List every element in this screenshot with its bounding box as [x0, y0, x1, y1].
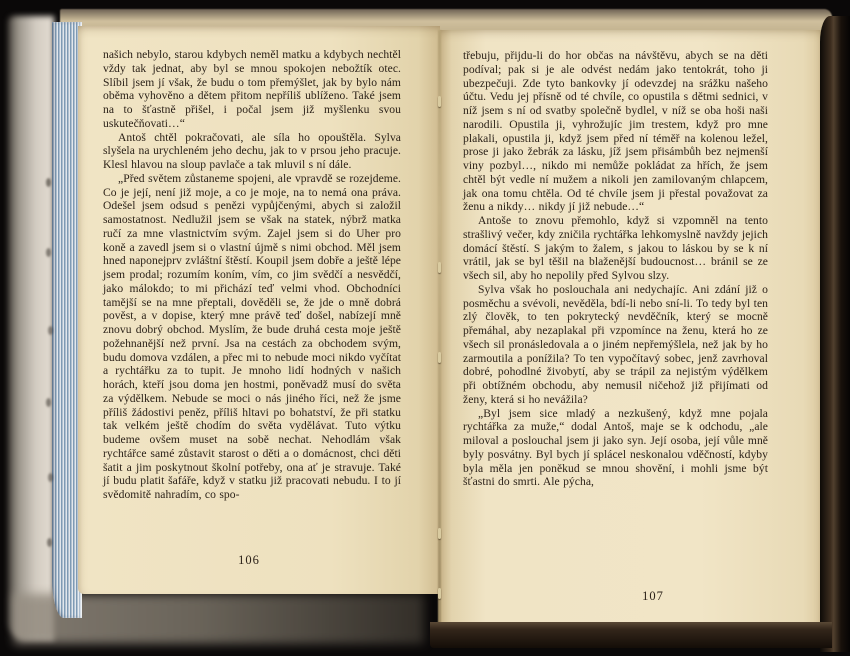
binding-stitch	[438, 528, 441, 539]
paragraph: „Byl jsem sice mladý a nezkušený, když mne pojala rychtářka za muže,“ dodal Antoš, maje se k odchodu, „ale miloval a poslouchal jsem ji jako syn. Její osoba, její vůle mně byly posvátny. Byl bych jí splácel neskonalou vděčností, kdyby byla měla jen poněkud se mnou shovění, i mohli jsme být šťastni do smrti. Ale pýcha,	[463, 406, 768, 489]
bottom-cover-edge	[430, 622, 832, 648]
paragraph: Antoš chtěl pokračovati, ale síla ho opouštěla. Sylva slyšela na urychleném jeho dechu, jak to v prsou jeho pracuje. Klesl hlavou na sloup pavlače a tak mluvil s ní dále.	[103, 130, 401, 171]
paragraph: Sylva však ho poslouchala ani nedychajíc. Ani zdání již o posměchu a svévoli, nevěděla, bdí-li nebo sní-li. To tedy byl ten zlý člověk, to ten pokrytecký nevděčník, který se mocně přemáhal, aby nezaplakal při vzpomínce na ženu, která ho ze všech sil pronásledovala a o jiném nepřemýšlela, než jak by ho zarmoutila a ponížila? To ten vypočítavý sobec, jenž zavrhoval dobré, pohodlné živobytí, aby se trápil za nejistým výdělkem při obtížném obchodu, aby nemusil ničehož již přijímati od ženy, která si ho nevážila?	[463, 282, 768, 406]
left-page-number: 106	[238, 553, 260, 567]
left-page-text	[103, 48, 401, 502]
right-cover-edge	[820, 16, 850, 652]
paragraph: třebuju, přijdu-li do hor občas na návštěvu, abych se na děti podíval; pak si je ale odvést nedám jako tentokrát, toho ji ubezpečuji. Zde tyto bankovky jí odevzdej na srážku našeho účtu. Vedu jej přísně od té chvíle, co opustila s dětmi sednici, v níž jsem s ní od svatby společně bydlel, v níž se oba hoši naši narodili. Opustila ji, vyhrožujíc jim trestem, když pro mne plakali, opustila ji, když jsem před ní téměř na kolenou ležel, prose ji jako žebrák za lásku, jíž jsem přisámbůh bez nejmenší viny pozbyl…, nikdo mi nemůže pokládat za hřích, že jsem chtěl být vedle ní mužem a nikoli jen zamilovaným chlapcem, jak ona tomu chtěla. Od té chvíle jsem ji přestal považovat za ženu a nikdy… nikdy jí již nebude…“	[463, 49, 768, 214]
right-page	[440, 30, 822, 630]
binding-stitch	[438, 96, 441, 107]
paragraph: „Před světem zůstaneme spojeni, ale vpravdě se rozejdeme. Co je její, není již moje, a co je moje, na to nemá ona práva. Odešel jsem odsud s penězi vypůjčenými, abych si založil samostatnost. Nedlužil jsem se však na statek, nýbrž matka ručí za mne vlastnictvím svým. Zajel jsem si do Uher pro koně a zavedl jsem si o vlastní újmě s nimi obchod. Měl jsem hned naponejprv zvláštní štěstí. Koupil jsem dobře a ještě lépe jsem prodal; rozumím koním, vím, co jim svědčí a nesvědčí, jako málokdo; to mi přichází teď velmi vhod. Obchodníci tamější se na mne přeptali, dověděli se, že jde o mně dobrá pověst, a v dopise, který mne právě teď došel, nabízejí mně znovu dobrý obchod. Myslím, že bude druhá cesta moje ještě požehnanější než první. Jsa na cestách za obchodem svým, budu domova vzdálen, a přec mi to nebude moci nikdo vyčítat a rychtářku za to tupit. Je mnoho lidí hodných v našich horách, kteří jsou doma jen hostmi, poněvadž musí do světa za výdělkem. Nebude se moci o nás jiného říci, než že jsme příliš žádostivi peněz, příliš hltavi po bohatství, že při statku tak velkém ještě chodím do světa vydělávat. Tuto výtku budeme ovšem muset na sobě nechat. Nehodlám však rychtářce samé zůstavit starost o děti a o domácnost, chci děti šatit a jim poskytnout školní potřeby, ona ať je stravuje. Také jí budu platit šafáře, když v statku již pracovati nebudu. I to jí svědomitě nahradím, co spo-	[103, 171, 401, 501]
deckle-marks	[46, 178, 51, 187]
right-page-text	[463, 49, 768, 489]
paragraph: Antoše to znovu přemohlo, když si vzpomněl na tento strašlivý večer, kdy zničila rychtářka lehkomyslně navždy jejich domácí štěstí. S jakým to žalem, s jakou to láskou by se k ní vrátil, jak se byl těšil na blaženější budoucnost… bránil se ze všech sil, aby ho nepolily před Sylvou slzy.	[463, 214, 768, 282]
left-cover-blur	[8, 16, 54, 640]
right-page-number: 107	[642, 589, 664, 603]
left-page	[78, 26, 440, 594]
binding-stitch	[438, 262, 441, 273]
binding-stitch	[438, 588, 441, 599]
binding-stitch	[438, 352, 441, 363]
paragraph: našich nebylo, starou kdybych neměl matku a kdybych nechtěl vždy tak jednat, aby byl se mnou spokojen nebožtík otec. Slíbil jsem jí však, že budu o tom přemýšlet, jak by bylo nám oběma vyhověno a dětem přitom nepříliš ublíženo. Také jsem na to šťastně přišel, i počal jsem již myšlenku svou uskutečňovati…“	[103, 48, 401, 130]
